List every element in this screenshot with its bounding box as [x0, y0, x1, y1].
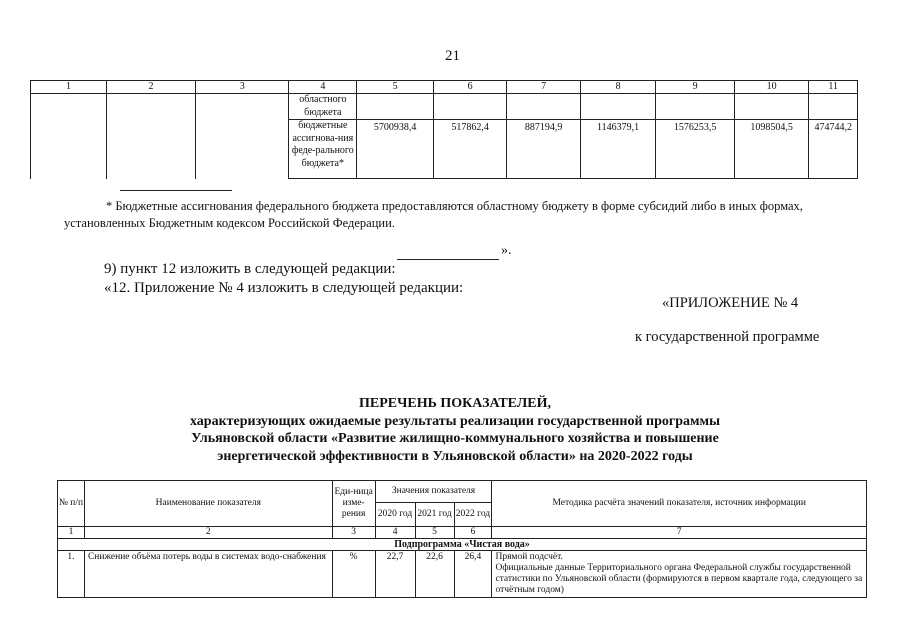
value-cell: 1576253,5 [656, 120, 734, 179]
indicators-header-row [58, 481, 867, 503]
value-cell: 1146379,1 [580, 120, 656, 179]
method-cell [492, 551, 867, 598]
year-header: 2021 год [415, 503, 454, 527]
subprogram-title: Подпрограмма «Чистая вода» [58, 539, 867, 551]
paragraph-9: 9) пункт 12 изложить в следующей редакции: [104, 261, 396, 277]
budget-table [30, 80, 858, 179]
column-number: 4 [375, 527, 415, 539]
col-num-header: № п/п [58, 481, 85, 527]
value-cell: 887194,9 [507, 120, 580, 179]
footnote-separator [120, 190, 232, 191]
value-2022: 26,4 [454, 551, 492, 598]
col-values-header: Значения показателя [375, 481, 492, 503]
value-2021: 22,6 [415, 551, 454, 598]
column-number: 2 [84, 527, 332, 539]
column-number: 1 [58, 527, 85, 539]
method-line: Официальные данные Территориального органа Федеральной службы государственной статистики по Ульяновской области (формируются в первом квартале года, следующего за отчётным годом) [495, 563, 863, 595]
heading-line: характеризующих ожидаемые результаты реализации государственной программы [189, 413, 721, 429]
empty-cell [357, 94, 434, 120]
paragraph-12: «12. Приложение № 4 изложить в следующей редакции: [104, 280, 464, 296]
heading-line: энергетической эффективности в Ульяновской области» на 2020-2022 годы [217, 448, 693, 464]
header-cell: 9 [656, 81, 734, 94]
value-cell: 5700938,4 [357, 120, 434, 179]
header-cell: 4 [289, 81, 357, 94]
indicator-name: Снижение объёма потерь воды в системах водо-снабжения [84, 551, 332, 598]
empty-cell [580, 94, 656, 120]
indicators-table [57, 480, 867, 598]
header-cell: 8 [580, 81, 656, 94]
empty-cell [656, 94, 734, 120]
source-label: бюджетные ассигнова-ния феде-рального бюджета* [289, 120, 357, 179]
column-number: 7 [492, 527, 867, 539]
empty-cell [734, 94, 809, 120]
indicators-numbering-row [58, 527, 867, 539]
year-header: 2020 год [375, 503, 415, 527]
method-line: Прямой подсчёт. [495, 552, 563, 562]
column-number: 3 [332, 527, 375, 539]
budget-table-row [31, 94, 858, 120]
budget-table-header-row [31, 81, 858, 94]
closing-line [397, 259, 499, 260]
header-cell: 1 [31, 81, 107, 94]
empty-cell [106, 94, 195, 179]
subprogram-row [58, 539, 867, 551]
header-cell: 2 [106, 81, 195, 94]
footnote: * Бюджетные ассигнования федерального бюджета предоставляются областному бюджету в форме субсидий либо в иных формах, установленных Бюджетным кодексом Российской Федерации. [64, 199, 803, 230]
empty-cell [196, 94, 289, 179]
value-cell: 1098504,5 [734, 120, 809, 179]
value-cell: 517862,4 [433, 120, 506, 179]
row-number: 1. [58, 551, 85, 598]
unit-cell: % [332, 551, 375, 598]
heading-line: ПЕРЕЧЕНЬ ПОКАЗАТЕЛЕЙ, [359, 396, 551, 411]
appendix-title: «ПРИЛОЖЕНИЕ № 4 [662, 295, 799, 311]
col-method-header: Методика расчёта значений показателя, источник информации [492, 481, 867, 527]
empty-cell [809, 94, 858, 120]
heading-line: Ульяновской области «Развитие жилищно-коммунального хозяйства и повышение [191, 431, 719, 446]
empty-cell [507, 94, 580, 120]
document-heading [60, 395, 850, 465]
value-2020: 22,7 [375, 551, 415, 598]
header-cell: 6 [433, 81, 506, 94]
column-number: 5 [415, 527, 454, 539]
header-cell: 3 [196, 81, 289, 94]
empty-cell [433, 94, 506, 120]
value-cell: 474744,2 [809, 120, 858, 179]
header-cell: 10 [734, 81, 809, 94]
empty-cell [31, 94, 107, 179]
page-number: 21 [445, 48, 460, 64]
year-header: 2022 год [454, 503, 492, 527]
col-name-header: Наименование показателя [84, 481, 332, 527]
header-cell: 7 [507, 81, 580, 94]
appendix-subtitle: к государственной программе [635, 329, 820, 345]
column-number: 6 [454, 527, 492, 539]
header-cell: 11 [809, 81, 858, 94]
source-label: областного бюджета [289, 94, 357, 120]
col-unit-header: Еди-ница изме-рения [332, 481, 375, 527]
table-row [58, 551, 867, 598]
header-cell: 5 [357, 81, 434, 94]
closing-mark: ». [501, 243, 512, 258]
